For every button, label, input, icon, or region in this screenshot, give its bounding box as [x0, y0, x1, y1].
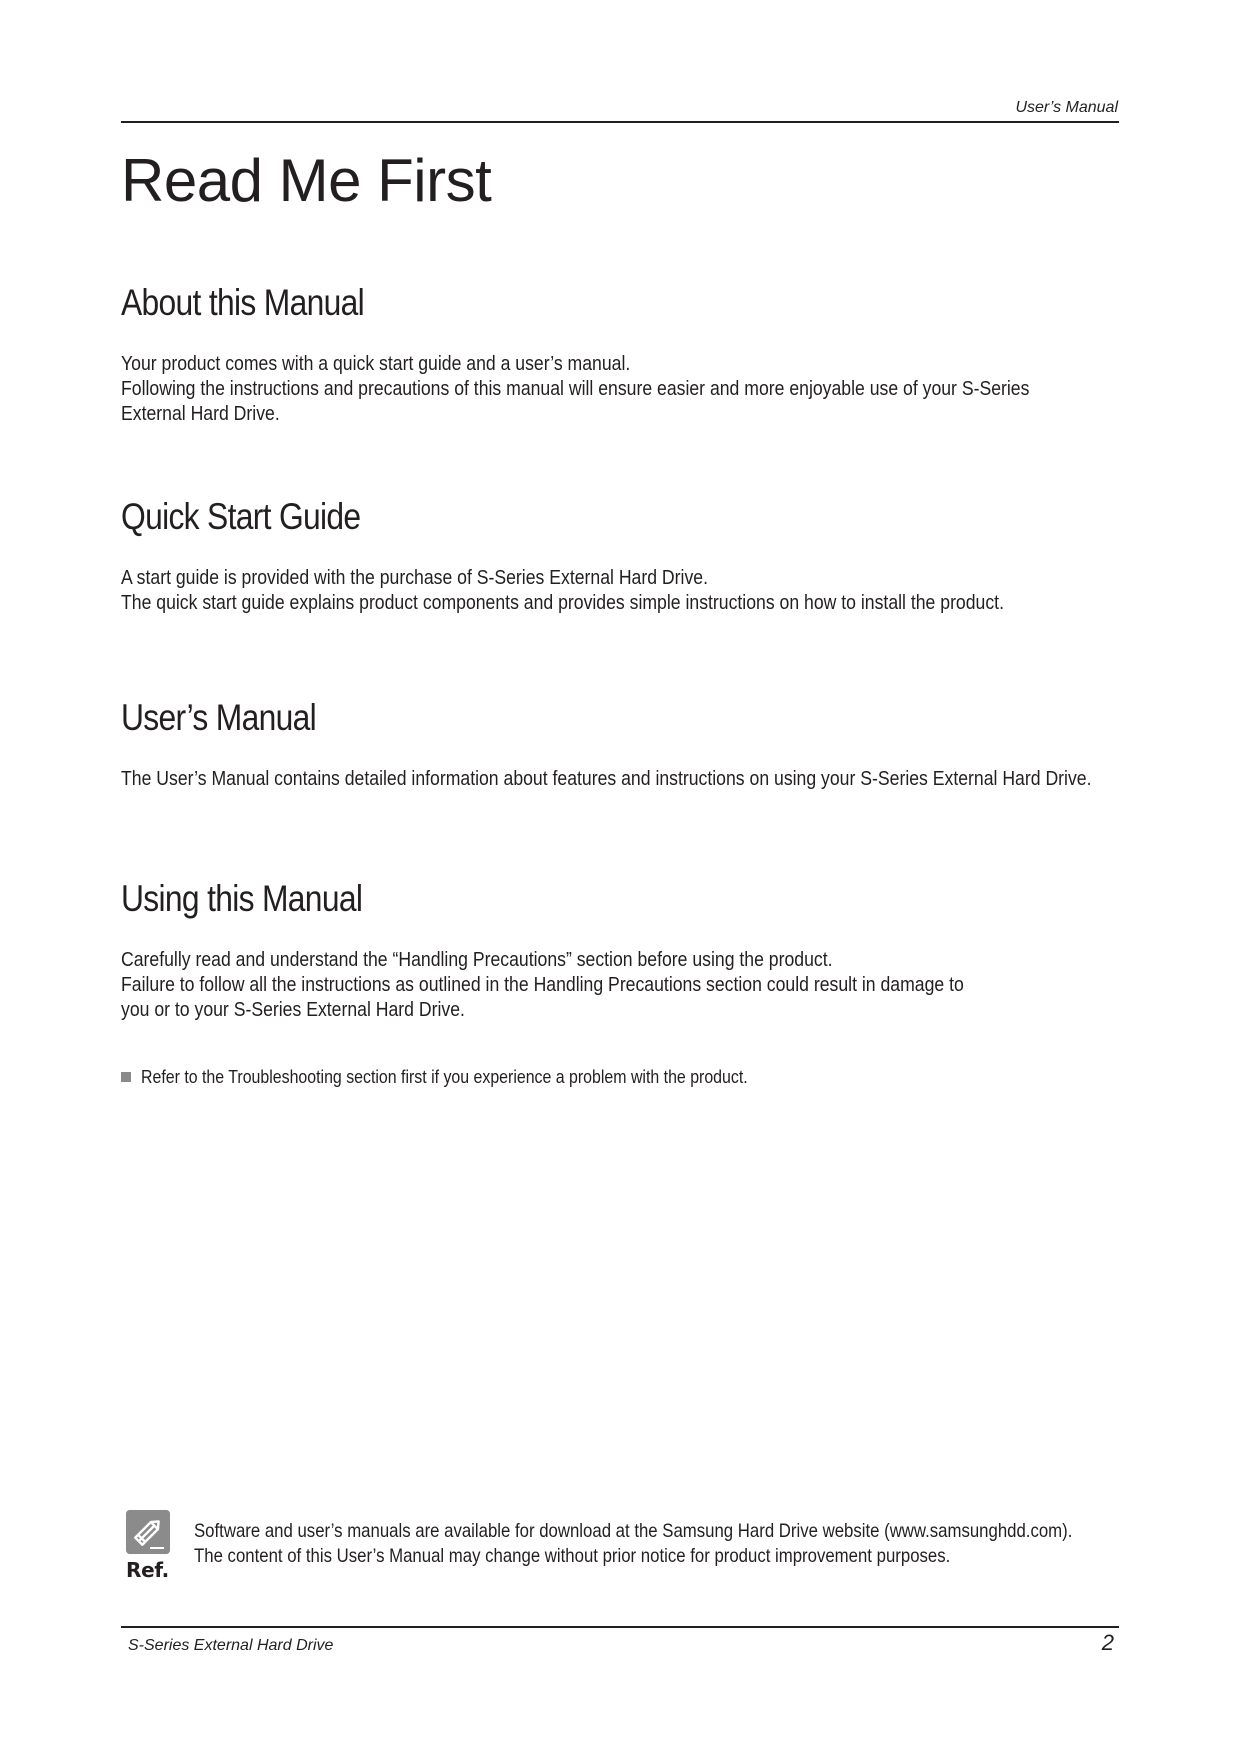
section-body	[121, 565, 1127, 615]
reference-badge	[126, 1510, 174, 1582]
body-line: Carefully read and understand the “Handling Precautions” section before using the product.	[121, 948, 833, 971]
page-title: Read Me First	[121, 147, 492, 214]
body-line: you or to your S-Series External Hard Drive.	[121, 998, 465, 1021]
troubleshooting-note	[121, 1066, 846, 1088]
reference-line: The content of this User’s Manual may change without prior notice for product improvement purposes.	[194, 1545, 951, 1567]
body-line: Your product comes with a quick start guide and a user’s manual.	[121, 352, 631, 375]
section-heading: User’s Manual	[121, 697, 317, 738]
section-heading: Quick Start Guide	[121, 496, 361, 537]
bullet-text: Refer to the Troubleshooting section first if you experience a problem with the product.	[141, 1066, 748, 1087]
pencil-note-icon	[126, 1510, 170, 1554]
section-heading: About this Manual	[121, 282, 365, 323]
reference-label: Ref.	[126, 1558, 169, 1582]
body-line: Failure to follow all the instructions as outlined in the Handling Precautions section could result in damage to	[121, 973, 964, 996]
running-footer: S-Series External Hard Drive	[128, 1637, 334, 1654]
section-using-this-manual	[121, 878, 1131, 1022]
reference-text	[194, 1519, 1072, 1569]
body-line: The quick start guide explains product components and provides simple instructions on how to install the product.	[121, 591, 1004, 614]
section-quick-start-guide	[121, 496, 1131, 615]
footer-divider	[121, 1626, 1119, 1628]
section-body	[121, 947, 1127, 1022]
body-line: External Hard Drive.	[121, 402, 280, 425]
body-line: The User’s Manual contains detailed information about features and instructions on using your S-Series External Hard Drive.	[121, 767, 1092, 790]
section-body	[121, 766, 1127, 791]
section-users-manual	[121, 697, 1131, 791]
section-about-this-manual	[121, 282, 1131, 426]
section-body	[121, 351, 1127, 426]
section-heading: Using this Manual	[121, 878, 363, 919]
running-header: User’s Manual	[1015, 99, 1118, 116]
body-line: Following the instructions and precautions of this manual will ensure easier and more enjoyable use of your S-Series	[121, 377, 1030, 400]
reference-line: Software and user’s manuals are available for download at the Samsung Hard Drive website (www.samsunghdd.com).	[194, 1520, 1073, 1542]
page-number: 2	[1101, 1630, 1114, 1655]
body-line: A start guide is provided with the purchase of S-Series External Hard Drive.	[121, 566, 708, 589]
square-bullet-icon	[121, 1072, 131, 1082]
header-divider	[121, 121, 1119, 123]
